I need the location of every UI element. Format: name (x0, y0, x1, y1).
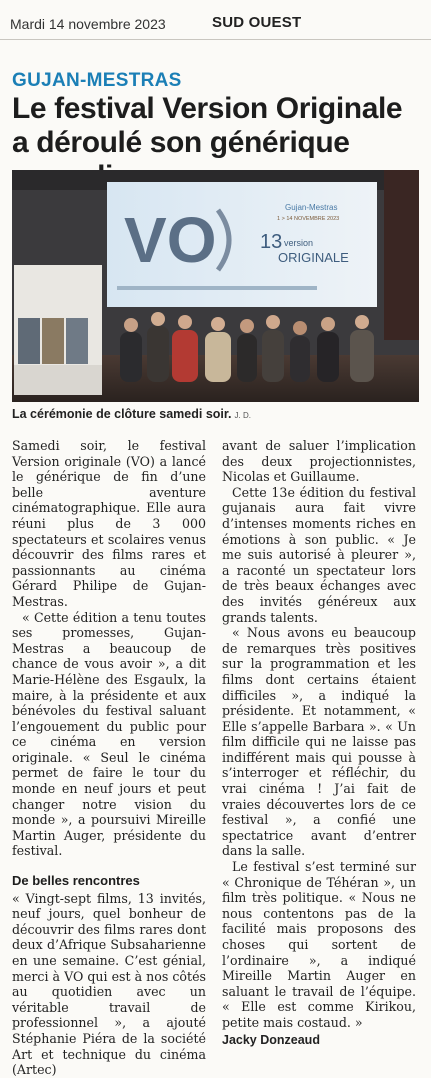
section-rubric: GUJAN-MESTRAS (12, 70, 182, 91)
screen-festival-big: ORIGINALE (278, 250, 349, 265)
article-column-left (12, 438, 206, 1078)
screen-festival-small: version (284, 238, 314, 248)
paragraph: Samedi soir, le festival Version originale (VO) a lancé le générique de fin d’une belle aventure cinématographique. Elle aura réuni plus de 3 000 spectateurs et scolaires venus découvrir des films rares et passionnants au cinéma Gérard Philipe de Gujan-Mestras. (12, 438, 206, 609)
paragraph: « Cette édition a tenu toutes ses promesses, Gujan-Mestras a beaucoup de chance de vous avoir », a dit Marie-Hélène des Esgaulx, la maire, à la présidente et aux bénévoles du festival saluant l’engouement du public pour ce cinéma en version originale. « Seul le cinéma permet de faire le tour du monde en neuf jours et peut changer notre vision du monde », a poursuivi Mireille Martin Auger, présidente du festival. (12, 609, 206, 859)
screen-edition: 13 (260, 231, 283, 253)
page-header (0, 0, 431, 40)
photo-credit: J. D. (234, 411, 251, 420)
paragraph: « Vingt-sept films, 13 invités, neuf jours, quel bonheur de découvrir des films rares dont deux d’Afrique Subsaharienne en une semaine. C’est génial, merci à VO qui est à nos côtés au quotidien avec un véritable travail de professionnel », a ajouté Stéphanie Piéra de la société Art et technique du cinéma (Artec) (12, 890, 206, 1078)
newspaper-name: SUD OUEST (212, 14, 302, 31)
screen-dates: 1 > 14 NOVEMBRE 2023 (277, 216, 340, 222)
article-column-right (222, 438, 416, 1048)
paragraph: avant de saluer l’implication des deux projectionnistes, Nicolas et Guillaume. (222, 438, 416, 485)
photo-caption (12, 407, 251, 421)
publication-date: Mardi 14 novembre 2023 (10, 16, 166, 32)
author-signature: Jacky Donzeaud (222, 1032, 320, 1047)
paragraph: Cette 13e édition du festival gujanais aura fait vivre d’intenses moments riches en émotions à son public. « Je me suis autorisé à pleurer », a raconté un spectateur lors de très beaux échanges avec des invités généreux aux grands talents. (222, 484, 416, 625)
caption-text: La cérémonie de clôture samedi soir. (12, 407, 232, 421)
paragraph: « Nous avons eu beaucoup de remarques très positives sur la programmation et les films dont certains étaient difficiles », a indiqué la présidente. Et notamment, « Elle s’appelle Barbara ». « Un film difficile qui ne laisse pas indifférent mais qui pousse à s’interroger et réfléchir, du vrai cinéma ! J’ai fait de vraies découvertes lors de ce festival », a confié une spectatrice avant d’entrer dans la salle. (222, 625, 416, 859)
screen-vo-logo: VO (124, 204, 217, 276)
screen-city: Gujan-Mestras (285, 203, 338, 212)
article-subhead: De belles rencontres (12, 873, 140, 889)
article-headline: Le festival Version Originale a déroulé son générique (12, 92, 403, 159)
article-photo (12, 170, 419, 402)
paragraph: Le festival s’est terminé sur « Chronique de Téhéran », un film très politique. « Nous ne nous contentons pas de la facilité mais proposons des choses qui sortent de l’ordinaire », a indiqué Mireille Martin Auger en saluant le travail de l’équipe. « Elle est comme Kirikou, petite mais costaud. » (222, 859, 416, 1030)
photo-illustration (12, 170, 419, 402)
